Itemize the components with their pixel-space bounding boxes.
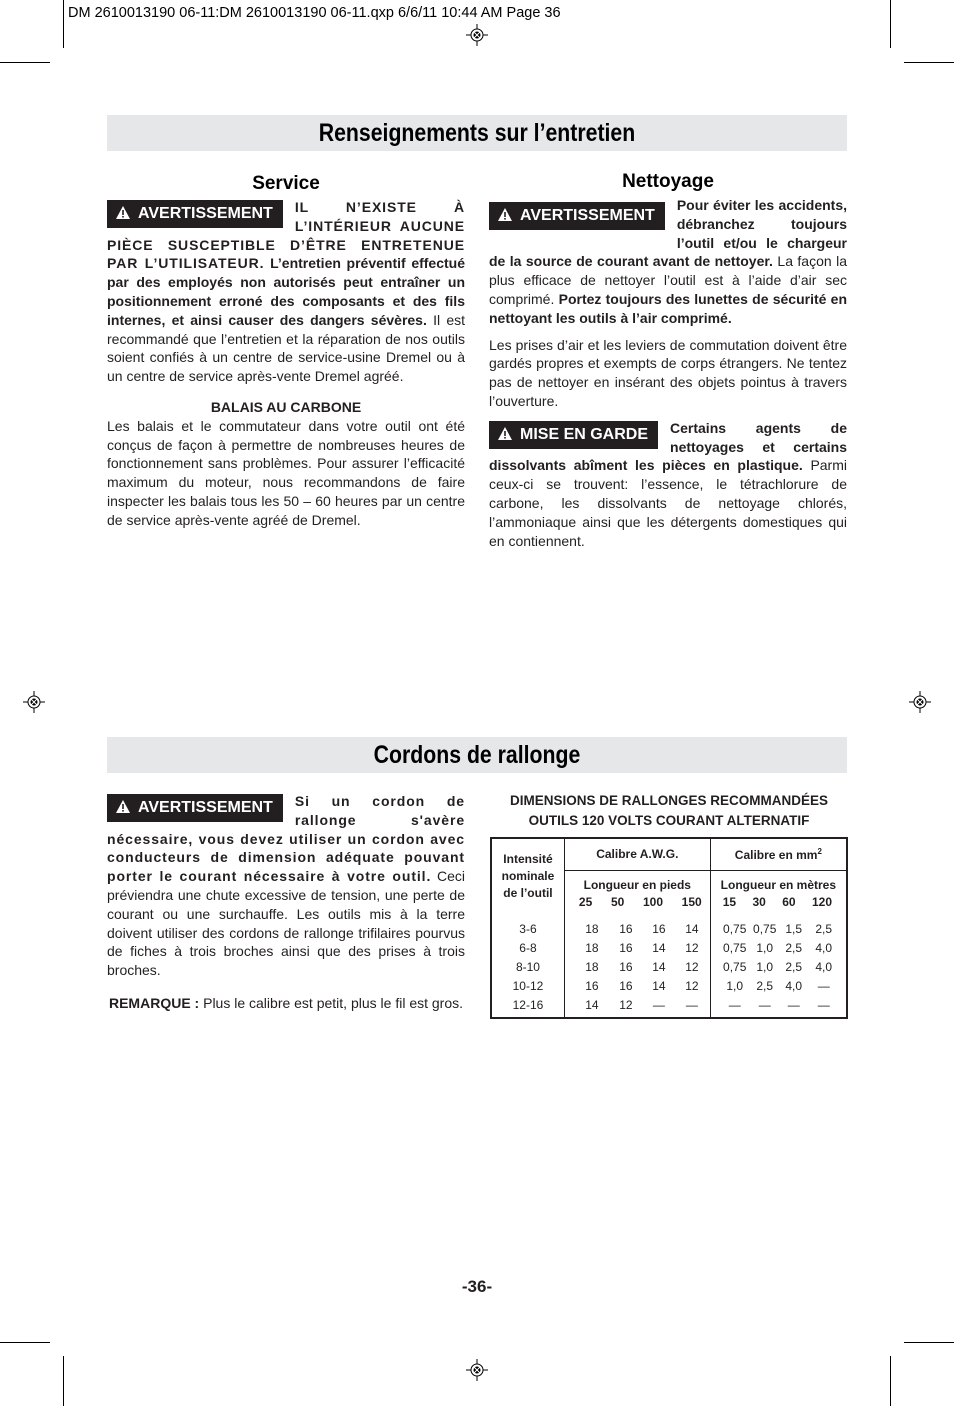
table-cell: 14 (652, 960, 666, 974)
extension-cord-body: Ceci préviendra une chute excessive de tension, une perte de courant ou une surchauffe. Les outils mis à la terre doivent utiliser des cordons de rallonge trifilaires pourvus de fiches à trois broches ainsi que des prises à trois broches. (107, 868, 465, 979)
registration-mark-icon (466, 24, 488, 46)
table-cell: 4,0 (785, 979, 803, 993)
amperage-header-line: Intensité (503, 852, 553, 866)
table-row (711, 958, 846, 977)
section-title-band (107, 737, 847, 773)
section-title: Cordons de rallonge (373, 741, 581, 769)
extension-cord-table (490, 837, 848, 1019)
table-cell: 18 (585, 922, 599, 936)
warning-badge (489, 202, 665, 230)
service-column (107, 173, 465, 530)
table-cell: 12 (685, 979, 699, 993)
cleaning-goggles-bold: Portez toujours des lunettes de sécurité en nettoyant les outils à l’air comprimé. (489, 290, 848, 326)
extension-cord-column (107, 792, 465, 980)
table-cell: 3-6 (519, 922, 537, 936)
table-row (565, 920, 710, 939)
table-cell: 16 (585, 979, 599, 993)
service-heading: Service (252, 173, 320, 194)
caution-paragraph (489, 419, 847, 551)
table-cell: — (817, 979, 830, 993)
meters-header: Longueur en mètres (720, 877, 837, 892)
cleaning-paragraph-2: Les prises d’air et les leviers de commutation doivent être gardés propres et exempts de corps étrangers. Ne tentez pas de nettoyer en insérant des objets pointus à travers l’ouverture. (489, 336, 847, 409)
section-title-band (107, 115, 847, 151)
meters-value: 120 (811, 894, 832, 909)
amperage-values (491, 918, 564, 1018)
table-row (565, 939, 710, 958)
table-cell: 14 (585, 998, 599, 1012)
awg-values (564, 918, 710, 1018)
warning-badge-label: AVERTISSEMENT (138, 799, 273, 816)
table-cell: 18 (585, 941, 599, 955)
table-row (565, 958, 710, 977)
table-row (711, 939, 846, 958)
crop-mark (904, 62, 954, 63)
mm-header-sup: 2 (817, 846, 822, 856)
table-cell: 0,75 (723, 941, 747, 955)
feet-value: 50 (610, 894, 625, 909)
table-row (565, 996, 710, 1015)
table-cell: 16 (619, 941, 633, 955)
extension-cord-paragraph (107, 792, 465, 980)
table-row (711, 920, 846, 939)
feet-value: 25 (578, 894, 593, 909)
warning-triangle-icon (498, 427, 512, 440)
table-cell: — (817, 998, 830, 1012)
table-cell: 12-16 (512, 998, 544, 1012)
table-cell: 8-10 (515, 960, 540, 974)
caution-badge (489, 421, 658, 449)
caution-body: Parmi ceux-ci se trouvent: l’essence, le tétrachlorure de carbone, les dissolvants de nettoyage chlorés, l’ammoniaque ainsi que les détergents domestiques qui en contiennent. (489, 457, 847, 549)
table-cell: 2,5 (785, 941, 803, 955)
extension-cord-bold: Si un cordon de rallonge s'avère nécessaire, vous devez utiliser un cordon avec conducteurs de dimension adéquate pouvant porter le courant nécessaire à votre outil. (107, 793, 465, 885)
table-cell: 12 (685, 960, 699, 974)
registration-mark-icon (466, 1359, 488, 1381)
note-label: REMARQUE : (108, 995, 200, 1011)
table-title-line-1: DIMENSIONS DE RALLONGES RECOMMANDÉES (509, 793, 829, 808)
table-cell: 16 (619, 922, 633, 936)
feet-header: Longueur en pieds (583, 877, 691, 892)
section-title: Renseignements sur l’entretien (318, 119, 636, 147)
crop-mark (890, 0, 891, 48)
caution-badge-label: MISE EN GARDE (520, 425, 649, 443)
table-cell: 16 (652, 922, 666, 936)
table-cell: 2,5 (815, 922, 833, 936)
warning-triangle-icon (116, 206, 130, 219)
table-row (711, 977, 846, 996)
carbon-brushes-body: Les balais et le commutateur dans votre outil ont été conçus de façon à permettre de nombreuses heures de fonctionnement sans problèmes. Pour assurer l’efficacité maximum du moteur, nous recommandons de faire inspecter les balais tous les 50 – 60 heures par un centre de service après-vente agréé de Dremel. (107, 417, 465, 528)
table-cell: 18 (585, 960, 599, 974)
table-row (565, 977, 710, 996)
carbon-brushes-heading: BALAIS AU CARBONE (210, 398, 362, 415)
meters-value: 15 (722, 894, 737, 909)
crop-mark (0, 1342, 50, 1343)
warning-badge (107, 200, 283, 228)
crop-mark (63, 0, 64, 48)
crop-mark (63, 1356, 64, 1406)
warning-badge-label: AVERTISSEMENT (520, 207, 655, 224)
table-cell: 0,75 (723, 922, 747, 936)
warning-badge (107, 794, 283, 822)
feet-values (565, 892, 710, 909)
caution-bold: Certains agents de nettoyages et certains dissolvants abîment les pièces en plastique. (489, 419, 847, 474)
cleaning-paragraph (489, 196, 847, 328)
cleaning-heading: Nettoyage (622, 171, 714, 192)
table-cell: 2,5 (785, 960, 803, 974)
service-body: Il est recommandé que l’entretien et la réparation de nos outils soient confiés à un centre de service-usine Dremel ou à un centre de service après-vente Dremel agréé. (107, 311, 465, 385)
table-cell: 12 (619, 998, 633, 1012)
awg-header: Calibre A.W.G. (564, 838, 710, 870)
table-row (711, 996, 846, 1015)
table-cell: — (758, 998, 771, 1012)
registration-mark-icon (909, 691, 931, 713)
table-cell: 0,75 (723, 960, 747, 974)
mm-header-label: Calibre en mm (734, 847, 818, 862)
file-slug: DM 2610013190 06-11:DM 2610013190 06-11.qxp 6/6/11 10:44 AM Page 36 (68, 5, 561, 21)
table-cell: — (728, 998, 741, 1012)
warning-badge-label: AVERTISSEMENT (138, 205, 273, 222)
table-cell: 1,5 (785, 922, 803, 936)
table-cell: — (685, 998, 698, 1012)
table-cell: 4,0 (815, 941, 833, 955)
warning-triangle-icon (498, 208, 512, 221)
table-cell: — (787, 998, 800, 1012)
registration-mark-icon (23, 691, 45, 713)
page-number: -36- (461, 1277, 493, 1296)
meters-values (711, 892, 846, 909)
table-cell: 16 (619, 960, 633, 974)
feet-value: 100 (642, 894, 663, 909)
table-cell: 1,0 (756, 960, 774, 974)
table-cell: 12 (685, 941, 699, 955)
meters-value: 30 (752, 894, 766, 909)
note (107, 995, 465, 1011)
table-cell: 1,0 (726, 979, 744, 993)
table-cell: 14 (652, 979, 666, 993)
crop-mark (0, 62, 50, 63)
note-text: Plus le calibre est petit, plus le fil est gros. (203, 995, 464, 1011)
table-cell: 4,0 (815, 960, 833, 974)
table-cell: — (652, 998, 665, 1012)
table-cell: 1,0 (756, 941, 774, 955)
mm-header (710, 838, 847, 870)
table-cell: 14 (685, 922, 699, 936)
crop-mark (890, 1356, 891, 1406)
service-warning-bold: L’entretien préventif effectué par des employés non autorisés peut entraîner un positionnement erroné des composants et des fils internes, et ainsi causer des dangers sévères. (107, 255, 466, 328)
table-cell: 10-12 (512, 979, 544, 993)
table-title (490, 791, 848, 831)
table-cell: 14 (652, 941, 666, 955)
mm-values (710, 918, 847, 1018)
table-cell: 16 (619, 979, 633, 993)
service-paragraph (107, 198, 465, 386)
amperage-header-line: de l’outil (503, 886, 553, 900)
meters-header-cell (710, 870, 847, 918)
table-title-line-2: OUTILS 120 VOLTS COURANT ALTERNATIF (528, 813, 810, 828)
feet-header-cell (564, 870, 710, 918)
crop-mark (904, 1342, 954, 1343)
meters-value: 60 (782, 894, 796, 909)
cleaning-column (489, 171, 847, 550)
table-cell: 6-8 (519, 941, 537, 955)
cleaning-warning-bold: Pour éviter les accidents, débranchez toujours l’outil et/ou le chargeur de la source de courant avant de nettoyer. (489, 197, 847, 270)
amperage-header (491, 838, 564, 918)
warning-triangle-icon (116, 800, 130, 813)
amperage-header-line: nominale (501, 869, 555, 883)
service-lead-bold: IL N’EXISTE À L’INTÉRIEUR AUCUNE PIÈCE SUSCEPTIBLE D’ÊTRE ENTRETENUE PAR L’UTILISATEUR. (107, 199, 465, 272)
feet-value: 150 (681, 894, 702, 909)
table-cell: 2,5 (756, 979, 774, 993)
table-cell: 0,75 (753, 922, 777, 936)
cleaning-body: La façon la plus efficace de nettoyer l’outil est à l’aide d’air sec comprimé. (489, 253, 848, 307)
